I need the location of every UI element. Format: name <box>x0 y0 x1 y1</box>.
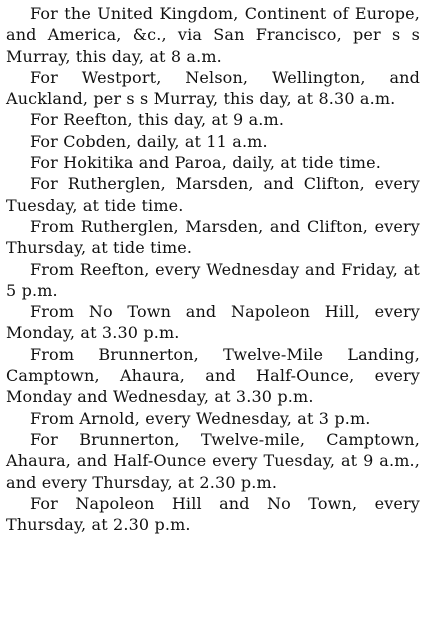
notice-united-kingdom: For the United Kingdom, Continent of Europe, and America, &c., via San Francisco, per s s Murray, this day, at 8 a.m. <box>6 4 420 66</box>
notice-from-arnold: From Arnold, every Wednesday, at 3 p.m. <box>30 408 371 428</box>
notice-from-reefton: From Reefton, every Wednesday and Friday, at 5 p.m. <box>6 259 420 300</box>
notice-for-rutherglen: For Rutherglen, Marsden, and Clifton, every Tuesday, at tide time. <box>6 174 420 215</box>
notice-from-no-town: From No Town and Napoleon Hill, every Monday, at 3.30 p.m. <box>6 302 420 343</box>
notice-westport-auckland: For Westport, Nelson, Wellington, and Auckland, per s s Murray, this day, at 8.30 a.m. <box>6 67 420 109</box>
notice-from-brunnerton: From Brunnerton, Twelve-Mile Landing, Camptown, Ahaura, and Half-Ounce, every Monday and Wednesday, at 3.30 p.m. <box>6 344 420 407</box>
notice-for-napoleon-hill: For Napoleon Hill and No Town, every Thursday, at 2.30 p.m. <box>6 493 420 535</box>
newspaper-mail-notices <box>6 3 420 535</box>
notice-hokitika-paroa: For Hokitika and Paroa, daily, at tide time. <box>30 153 381 173</box>
notice-reefton-today: For Reefton, this day, at 9 a.m. <box>30 110 285 130</box>
notice-from-rutherglen: From Rutherglen, Marsden, and Clifton, every Thursday, at tide time. <box>6 216 420 258</box>
notice-cobden-daily: For Cobden, daily, at 11 a.m. <box>30 131 268 151</box>
notice-for-brunnerton: For Brunnerton, Twelve-mile, Camptown, Ahaura, and Half-Ounce every Tuesday, at 9 a.m., and every Thursday, at 2.30 p.m. <box>6 429 420 492</box>
